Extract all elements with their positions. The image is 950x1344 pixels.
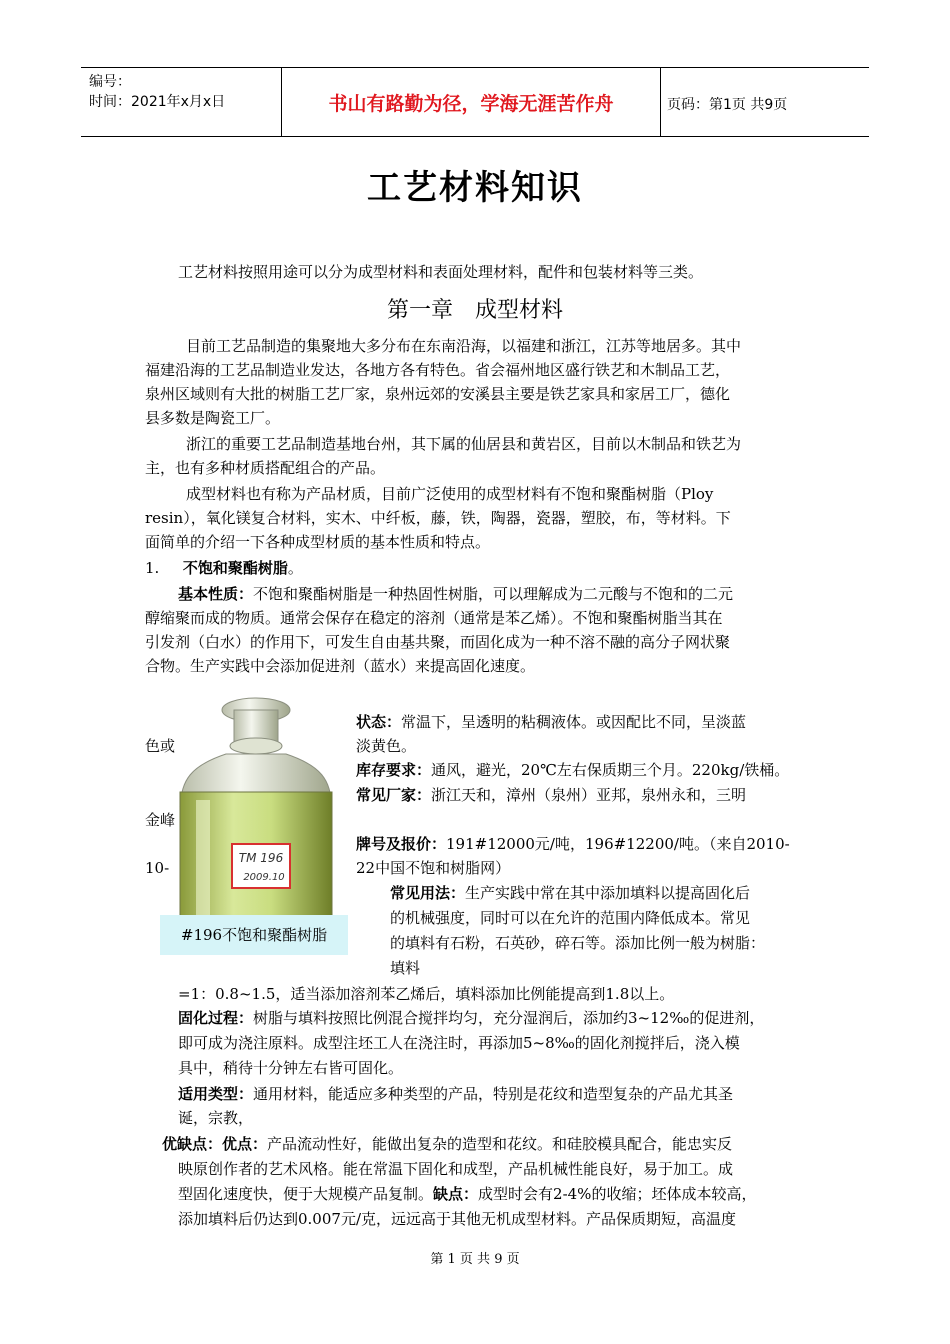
types-line1: 适用类型：通用材料，能适应多种类型的产品，特别是花纹和造型复杂的产品尤其圣 (178, 1085, 734, 1103)
time-label: 时间：2021年x月x日 (89, 94, 226, 110)
p3-line2: resin），氧化镁复合材料，实木、中纤板，藤，铁，陶器，瓷器，塑胶，布，等材料。下 (145, 509, 731, 527)
usage-line3: 的填料有石粉，石英砂，碎石等。添加比例一般为树脂： (390, 934, 766, 952)
usage-continuation: =1：0.8~1.5，适当添加溶剂苯乙烯后，填料添加比例能提高到1.8以上。 (178, 985, 675, 1003)
p2-line1: 浙江的重要工艺品制造基地台州，其下属的仙居县和黄岩区，目前以木制品和铁艺为 (186, 435, 742, 453)
usage-line4: 填料 (390, 959, 421, 977)
state-line1: 状态：常温下，呈透明的粘稠液体。或因配比不同，呈淡蓝 (356, 713, 747, 731)
document-title: 工艺材料知识 (367, 168, 583, 208)
state-line2: 淡黄色。 (356, 737, 417, 755)
price-line2: 22中国不饱和树脂网） (356, 859, 511, 877)
maker-line: 常见厂家：浙江天和，漳州（泉州）亚邦，泉州永和，三明 (356, 786, 747, 804)
bottle-label-text-1: TM 196 (238, 851, 284, 865)
proscons-line1: 优缺点：优点：产品流动性好，能做出复杂的造型和花纹。和硅胶模具配合，能忠实反 (162, 1135, 733, 1153)
header-page-info: 页码：第1页 共9页 (667, 97, 788, 113)
photo-caption: #196不饱和聚酯树脂 (160, 915, 348, 955)
curing-line1: 固化过程：树脂与填料按照比例混合搅拌均匀，充分湿润后，添加约3~12‰的促进剂， (178, 1009, 765, 1027)
item1-name: 不饱和聚酯树脂 (182, 559, 288, 577)
header-motto: 书山有路勤为径，学海无涯苦作舟 (281, 68, 661, 136)
p1-line1: 目前工艺品制造的集聚地大多分布在东南沿海，以福建和浙江，江苏等地居多。其中 (186, 337, 742, 355)
p3-line3: 面简单的介绍一下各种成型材质的基本性质和特点。 (145, 533, 491, 551)
basic-line4: 合物。生产实践中会添加促进剂（蓝水）来提高固化速度。 (145, 657, 536, 675)
curing-line3: 具中，稍待十分钟左右皆可固化。 (178, 1059, 404, 1077)
item1-number: 1. (145, 559, 160, 577)
price-line1: 牌号及报价：191#12000元/吨，196#12200/吨。（来自2010- (356, 835, 790, 853)
maker-wrap-left: 金峰 (145, 811, 176, 829)
page-header (81, 67, 869, 137)
usage-line2: 的机械强度，同时可以在允许的范围内降低成本。常见 (390, 909, 751, 927)
basic-line3: 引发剂（白水）的作用下，可发生自由基共聚，而固化成为一种不溶不融的高分子网状聚 (145, 633, 731, 651)
storage-line: 库存要求：通风，避光，20℃左右保质期三个月。220kg/铁桶。 (356, 761, 790, 779)
p1-line2: 福建沿海的工艺品制造业发达，各地方各有特色。省会福州地区盛行铁艺和木制品工艺， (145, 361, 731, 379)
basic-line1: 基本性质：不饱和聚酯树脂是一种热固性树脂，可以理解成为二元酸与不饱和的二元 (178, 585, 734, 603)
page-footer: 第 1 页 共 9 页 (430, 1252, 520, 1267)
intro-paragraph: 工艺材料按照用途可以分为成型材料和表面处理材料，配件和包装材料等三类。 (178, 263, 704, 281)
basic-label: 基本性质： (178, 585, 254, 603)
curing-line2: 即可成为浇注原料。成型注坯工人在浇注时，再添加5~8‰的固化剂搅拌后，浇入模 (178, 1034, 740, 1052)
p3-line1: 成型材料也有称为产品材质，目前广泛使用的成型材料有不饱和聚酯树脂（Ploy (186, 485, 714, 503)
number-label: 编号： (89, 74, 131, 90)
item1-tail: 。 (287, 559, 303, 577)
types-line2: 诞，宗教， (178, 1109, 254, 1127)
chapter-heading: 第一章 成型材料 (386, 298, 563, 323)
p1-line4: 县多数是陶瓷工厂。 (145, 409, 281, 427)
basic-line2: 醇缩聚而成的物质。通常会保存在稳定的溶剂（通常是苯乙烯）。不饱和聚酯树脂当其在 (145, 609, 723, 627)
header-left (89, 72, 225, 112)
state-wrap-left: 色或 (145, 737, 176, 755)
usage-line1: 常见用法：生产实践中常在其中添加填料以提高固化后 (390, 884, 751, 902)
price-wrap-left: 10- (145, 859, 170, 877)
proscons-line3: 型固化速度快，便于大规模产品复制。缺点：成型时会有2-4%的收缩；坯体成本较高， (178, 1185, 757, 1203)
proscons-line2: 映原创作者的艺术风格。能在常温下固化和成型，产品机械性能良好，易于加工。成 (178, 1160, 734, 1178)
bottle-label-text-2: 2009.10 (243, 872, 285, 883)
item1-heading (145, 556, 303, 580)
p1-line3: 泉州区域则有大批的树脂工艺厂家，泉州远郊的安溪县主要是铁艺家具和家居工厂，德化 (145, 385, 731, 403)
p2-line2: 主，也有多种材质搭配组合的产品。 (145, 459, 386, 477)
proscons-line4: 添加填料后仍达到0.007元/克，远远高于其他无机成型材料。产品保质期短，高温度 (178, 1210, 736, 1228)
